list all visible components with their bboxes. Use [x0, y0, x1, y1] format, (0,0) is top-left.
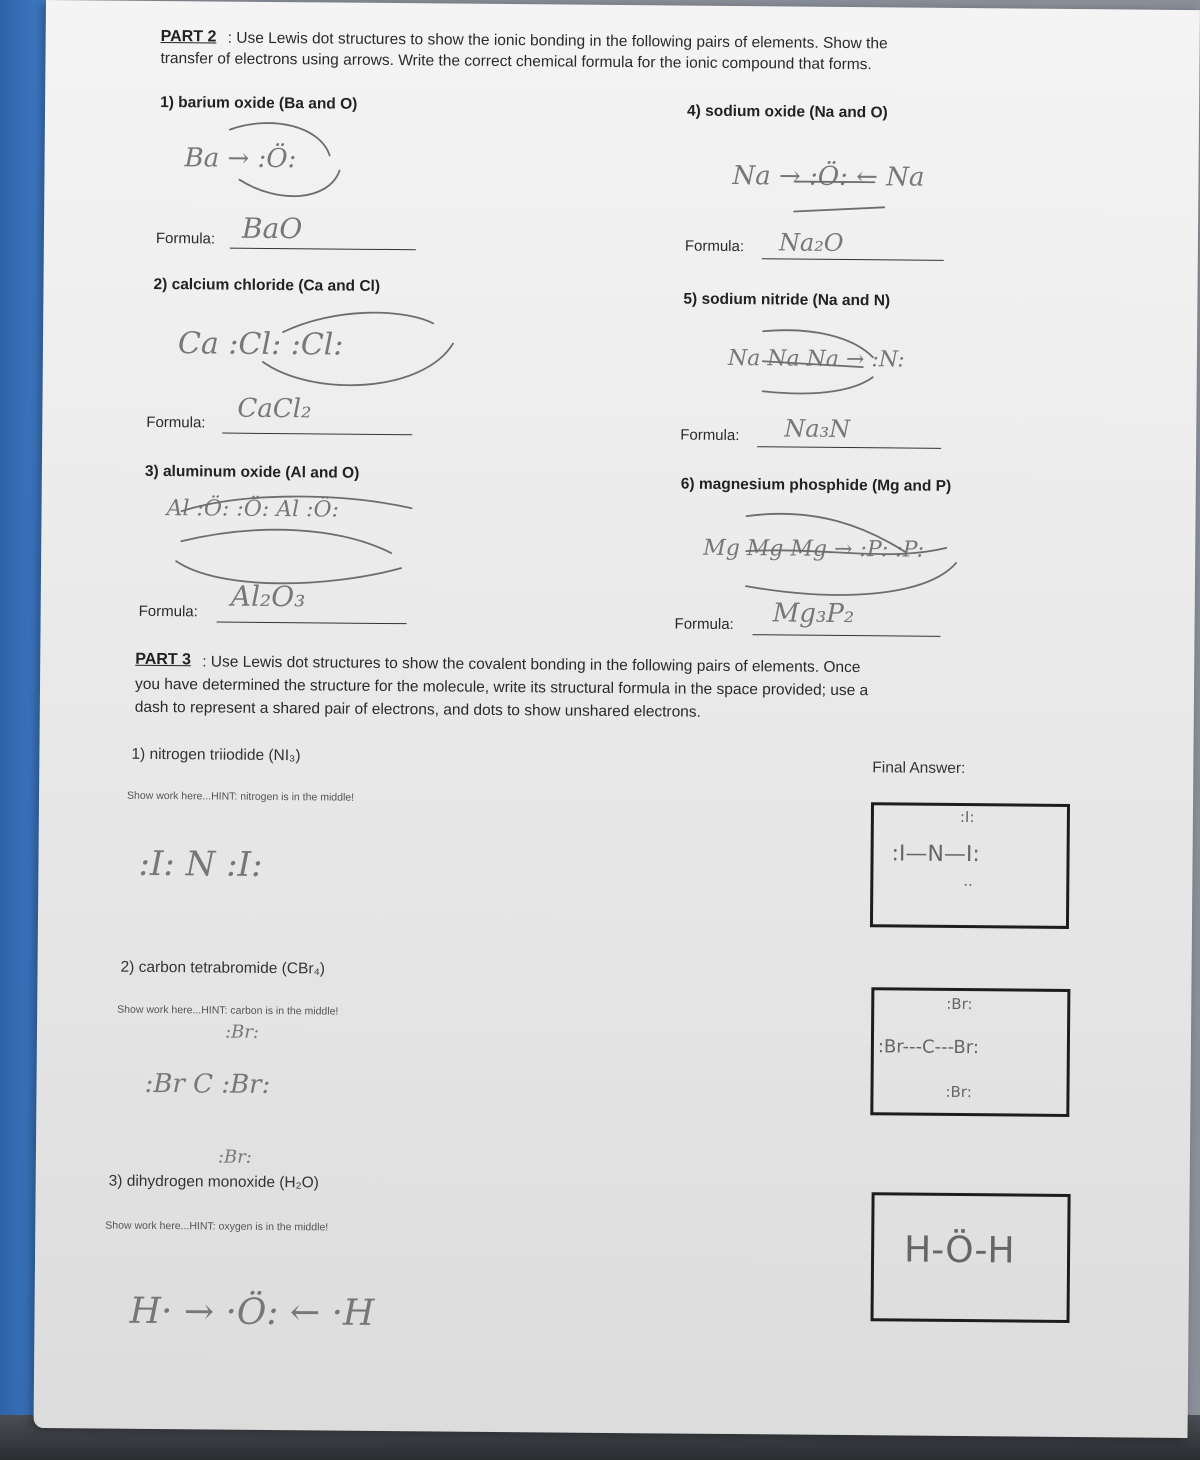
question-nitrogen-triiodide: 1) nitrogen triiodide (NI₃): [131, 745, 301, 765]
question-sodium-nitride: 5) sodium nitride (Na and N): [683, 290, 891, 310]
answer-magnesium-phosphide[interactable]: Mg₃P₂: [772, 598, 855, 630]
arrow-barium-oxide: [209, 119, 360, 210]
question-sodium-oxide: 4) sodium oxide (Na and O): [686, 102, 888, 122]
part3-title: PART 3: [135, 650, 192, 669]
final-carbon-tetrabromide-row: :Br---C---Br:: [877, 1036, 980, 1059]
arrows-aluminum-oxide: [161, 491, 422, 593]
formula-label-6: Formula:: [674, 615, 734, 634]
final-answer-box-3[interactable]: [871, 1192, 1071, 1323]
part2-instructions-line2: transfer of electrons using arrows. Write the correct chemical formula for the ionic compound that forms.: [160, 50, 872, 74]
question-magnesium-phosphide: 6) magnesium phosphide (Mg and P): [680, 475, 952, 495]
formula-label-5: Formula:: [680, 426, 740, 445]
formula-label-2: Formula:: [146, 413, 206, 432]
formula-line-4: [762, 258, 944, 261]
sketch-carbon-tetrabromide-bottom: :Br:: [217, 1146, 252, 1168]
sketch-sodium-oxide: Na → :Ö: ← Na: [732, 160, 925, 193]
arrows-magnesium-phosphide: [706, 506, 967, 608]
sketch-aluminum-oxide: Al :Ö: :Ö: Al :Ö:: [166, 496, 340, 523]
final-carbon-tetrabromide-top: :Br:: [946, 994, 973, 1014]
hint-carbon-tetrabromide: Show work here...HINT: carbon is in the middle!: [117, 1003, 339, 1018]
answer-sodium-nitride[interactable]: Na₃N: [784, 414, 851, 444]
formula-line-3: [217, 622, 407, 625]
sketch-barium-oxide: Ba → :Ö:: [184, 143, 297, 175]
sketch-magnesium-phosphide: Mg Mg Mg → :P: :P:: [703, 535, 925, 563]
final-dihydrogen-monoxide-row: H-Ö-H: [903, 1229, 1015, 1272]
question-carbon-tetrabromide: 2) carbon tetrabromide (CBr₄): [120, 958, 326, 978]
question-barium-oxide: 1) barium oxide (Ba and O): [160, 94, 358, 113]
worksheet-page: [34, 0, 1200, 1438]
hint-nitrogen-triiodide: Show work here...HINT: nitrogen is in the middle!: [127, 789, 355, 804]
answer-barium-oxide[interactable]: BaO: [241, 211, 303, 246]
sketch-calcium-chloride: Ca :Cl: :Cl:: [177, 326, 344, 363]
final-nitrogen-triiodide-top: :I:: [959, 808, 975, 827]
arrows-sodium-nitride: [733, 321, 914, 403]
final-answer-box-2[interactable]: [870, 987, 1070, 1117]
final-answer-box-1[interactable]: [870, 802, 1070, 929]
answer-sodium-oxide[interactable]: Na₂O: [778, 228, 844, 257]
formula-line-1: [230, 248, 416, 251]
part2-title: PART 2: [160, 28, 217, 46]
question-aluminum-oxide: 3) aluminum oxide (Al and O): [144, 462, 360, 482]
arrow-calcium-chloride: [223, 302, 484, 404]
formula-line-5: [757, 446, 941, 449]
sketch-dihydrogen-monoxide: H· → ·Ö: ← ·H: [129, 1290, 375, 1334]
sketch-sodium-nitride: Na Na Na → :N:: [727, 345, 905, 373]
final-carbon-tetrabromide-bottom: :Br:: [945, 1082, 972, 1102]
part3-instructions-line1: : Use Lewis dot structures to show the covalent bonding in the following pairs of elements. Once: [202, 653, 861, 677]
sketch-nitrogen-triiodide: :I: N :I:: [138, 843, 263, 885]
part3-instructions-line2: you have determined the structure for the molecule, write its structural formula in the space provided; use a: [134, 675, 869, 700]
formula-label-4: Formula:: [684, 237, 745, 256]
final-nitrogen-triiodide-row: :I—N—I:: [891, 841, 980, 868]
question-dihydrogen-monoxide: 3) dihydrogen monoxide (H₂O): [108, 1172, 319, 1192]
hint-dihydrogen-monoxide: Show work here...HINT: oxygen is in the middle!: [105, 1219, 329, 1234]
formula-line-2: [222, 433, 412, 436]
formula-label-1: Formula:: [155, 229, 216, 248]
question-calcium-chloride: 2) calcium chloride (Ca and Cl): [153, 275, 381, 295]
answer-aluminum-oxide[interactable]: Al₂O₃: [230, 579, 306, 614]
answer-calcium-chloride[interactable]: CaCl₂: [237, 393, 312, 425]
part2-instructions-line1: : Use Lewis dot structures to show the ionic bonding in the following pairs of elements. Show the: [227, 29, 888, 53]
formula-label-3: Formula:: [138, 602, 198, 621]
part3-instructions-line3: dash to represent a shared pair of electrons, and dots to show unshared electrons.: [134, 698, 701, 721]
final-nitrogen-triiodide-bottom: ··: [963, 876, 973, 895]
arrows-sodium-oxide: [784, 166, 905, 227]
final-answer-label: Final Answer:: [872, 759, 966, 778]
sketch-carbon-tetrabromide-top: :Br:: [224, 1021, 260, 1043]
formula-line-6: [752, 634, 940, 637]
sketch-carbon-tetrabromide: :Br C :Br:: [144, 1068, 271, 1100]
